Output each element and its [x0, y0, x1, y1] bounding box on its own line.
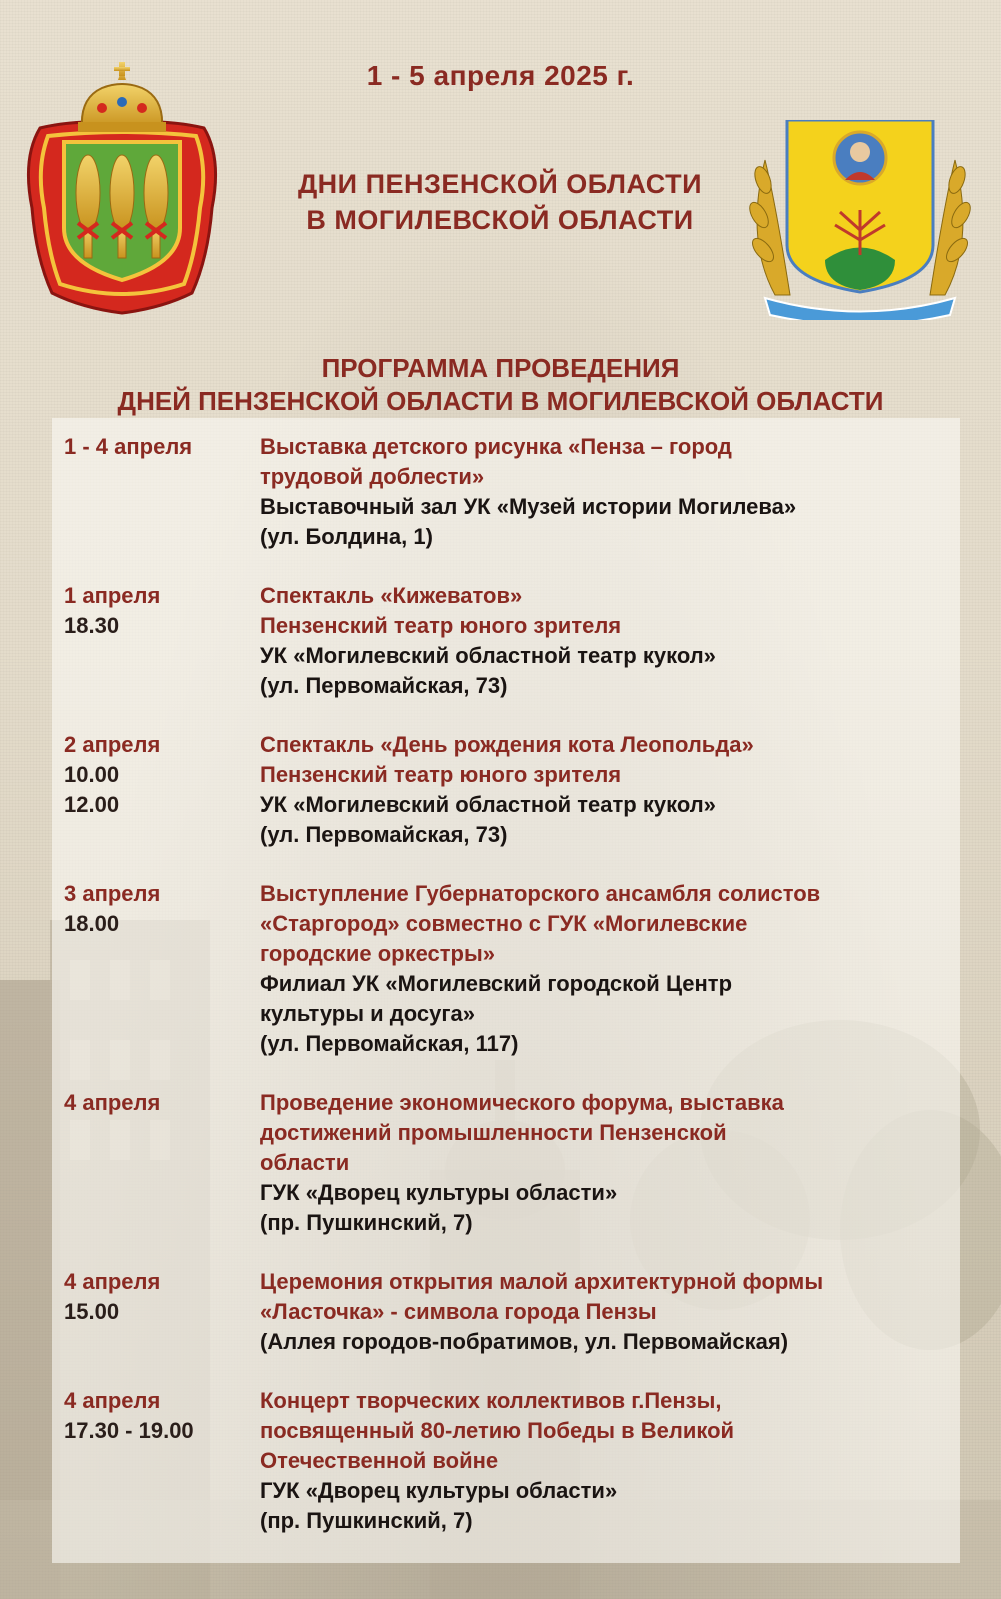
event-venue-line: (ул. Первомайская, 73) — [260, 822, 508, 847]
event-date: 4 апреля — [64, 1269, 161, 1294]
event-details — [260, 1088, 964, 1238]
event-title-line: Выступление Губернаторского ансамбля солистов — [260, 881, 821, 906]
event-details — [260, 879, 964, 1059]
event-time: 17.30 - 19.00 — [64, 1418, 194, 1443]
event-title-line: «Ласточка» - символа города Пензы — [260, 1299, 657, 1324]
event-time: 12.00 — [64, 792, 120, 817]
event-details — [260, 1386, 964, 1536]
mogilev-coat-of-arms-icon — [745, 120, 975, 320]
event-venue-line: ГУК «Дворец культуры области» — [260, 1180, 618, 1205]
event-title-line: области — [260, 1150, 350, 1175]
program-event — [64, 1386, 964, 1536]
event-venue-line: Филиал УК «Могилевский городской Центр — [260, 971, 733, 996]
event-date: 4 апреля — [64, 1388, 161, 1413]
program-heading-line-1: ПРОГРАММА ПРОВЕДЕНИЯ — [321, 353, 680, 383]
event-venue-line: (пр. Пушкинский, 7) — [260, 1210, 473, 1235]
event-date: 2 апреля — [64, 732, 161, 757]
event-when — [64, 1267, 260, 1357]
event-date: 3 апреля — [64, 881, 161, 906]
event-title-line: Спектакль «День рождения кота Леопольда» — [260, 732, 754, 757]
event-title-line: Церемония открытия малой архитектурной формы — [260, 1269, 824, 1294]
event-details — [260, 730, 964, 850]
event-when — [64, 432, 260, 552]
event-venue-line: (ул. Первомайская, 117) — [260, 1031, 519, 1056]
program-event — [64, 730, 964, 850]
event-title-line: Концерт творческих коллективов г.Пензы, — [260, 1388, 722, 1413]
event-venue-line: Выставочный зал УК «Музей истории Могилева» — [260, 494, 797, 519]
event-time: 18.00 — [64, 911, 120, 936]
program-event — [64, 879, 964, 1059]
program-event — [64, 1267, 964, 1357]
event-when — [64, 1088, 260, 1238]
event-title-line: Спектакль «Кижеватов» — [260, 583, 523, 608]
event-venue-line: (пр. Пушкинский, 7) — [260, 1508, 473, 1533]
program-event-list — [64, 432, 964, 1565]
event-time: 15.00 — [64, 1299, 120, 1324]
event-title-line-2: В МОГИЛЕВСКОЙ ОБЛАСТИ — [306, 205, 694, 235]
event-venue-line: (ул. Первомайская, 73) — [260, 673, 508, 698]
program-event — [64, 1088, 964, 1238]
event-date: 1 апреля — [64, 583, 161, 608]
program-event — [64, 432, 964, 552]
event-details — [260, 1267, 964, 1357]
event-title-line: Пензенский театр юного зрителя — [260, 613, 622, 638]
event-when — [64, 879, 260, 1059]
event-title-line: Отечественной войне — [260, 1448, 499, 1473]
event-title-line: достижений промышленности Пензенской — [260, 1120, 727, 1145]
event-title-line: городские оркестры» — [260, 941, 495, 966]
penza-coat-of-arms-icon — [22, 58, 222, 320]
event-venue-line: ГУК «Дворец культуры области» — [260, 1478, 618, 1503]
program-heading — [40, 352, 961, 418]
event-title — [220, 166, 780, 238]
event-venue-line: культуры и досуга» — [260, 1001, 475, 1026]
event-venue-line: (ул. Болдина, 1) — [260, 524, 433, 549]
event-title-line: «Старгород» совместно с ГУК «Могилевские — [260, 911, 748, 936]
program-heading-line-2: ДНЕЙ ПЕНЗЕНСКОЙ ОБЛАСТИ В МОГИЛЕВСКОЙ ОБЛАСТИ — [117, 386, 884, 416]
event-title-line-1: ДНИ ПЕНЗЕНСКОЙ ОБЛАСТИ — [297, 169, 703, 199]
event-date: 1 - 4 апреля — [64, 434, 193, 459]
event-title-line: Выставка детского рисунка «Пенза – город — [260, 434, 732, 459]
program-event — [64, 581, 964, 701]
event-venue-line: (Аллея городов-побратимов, ул. Первомайская) — [260, 1329, 789, 1354]
event-time: 18.30 — [64, 613, 120, 638]
event-details — [260, 432, 964, 552]
event-title-line: Проведение экономического форума, выставка — [260, 1090, 784, 1115]
event-title-line: трудовой доблести» — [260, 464, 485, 489]
event-title-line: Пензенский театр юного зрителя — [260, 762, 622, 787]
event-time: 10.00 — [64, 762, 120, 787]
event-when — [64, 1386, 260, 1536]
event-details — [260, 581, 964, 701]
event-title-line: посвященный 80-летию Победы в Великой — [260, 1418, 735, 1443]
event-when — [64, 581, 260, 701]
event-venue-line: УК «Могилевский областной театр кукол» — [260, 643, 716, 668]
event-dates: 1 - 5 апреля 2025 г. — [366, 60, 635, 91]
event-when — [64, 730, 260, 850]
event-date: 4 апреля — [64, 1090, 161, 1115]
event-venue-line: УК «Могилевский областной театр кукол» — [260, 792, 716, 817]
